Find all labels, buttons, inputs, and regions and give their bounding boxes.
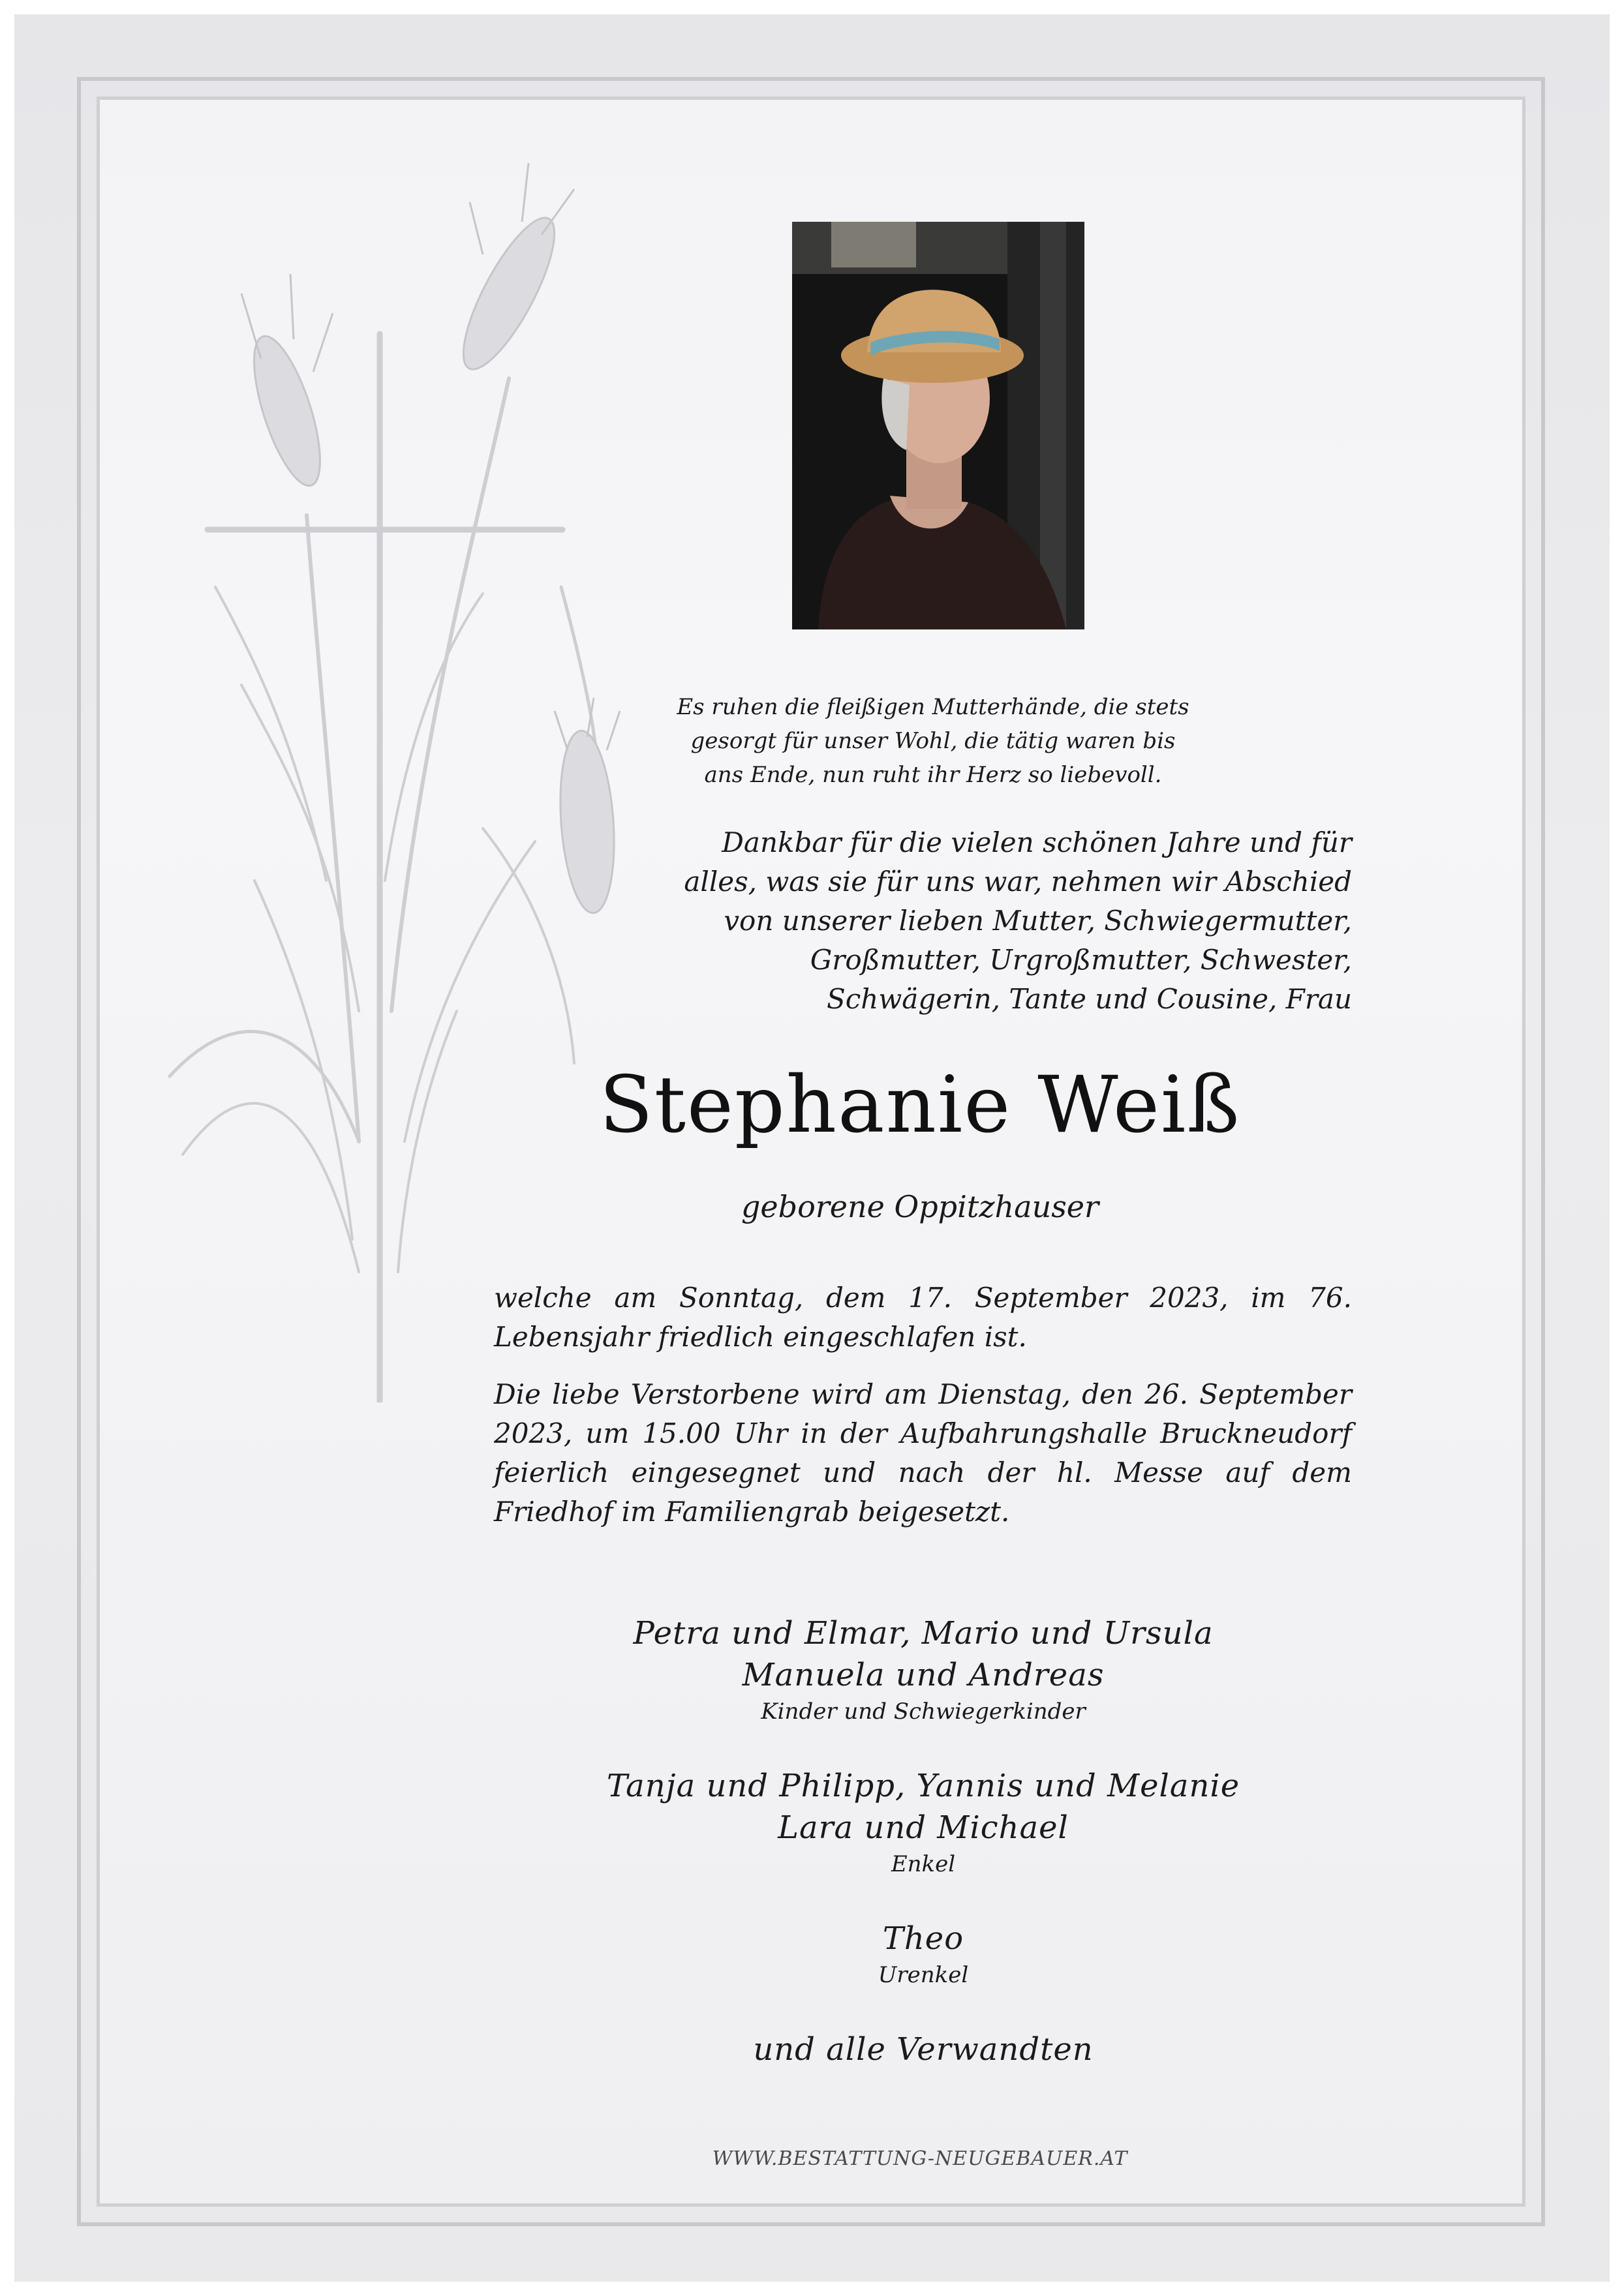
great-grandchildren-role: Urenkel: [878, 1962, 969, 1988]
thanks-line: alles, was sie für uns war, nehmen wir Abschied: [684, 866, 1352, 898]
thanks-line: von unserer lieben Mutter, Schwiegermutter,: [724, 905, 1352, 937]
children-names: Petra und Elmar, Mario und Ursula: [633, 1615, 1214, 1652]
children-names: Manuela und Andreas: [742, 1657, 1105, 1693]
verse-line: ans Ende, nun ruht ihr Herz so liebevoll.: [704, 762, 1162, 788]
great-grandchildren-names: Theo: [882, 1920, 964, 1957]
grandchildren-names: Lara und Michael: [778, 1809, 1069, 1846]
thanks-line: Schwägerin, Tante und Cousine, Frau: [827, 983, 1352, 1015]
verse-line: Es ruhen die fleißigen Mutterhände, die stets: [677, 694, 1189, 720]
maiden-name: geborene Oppitzhauser: [741, 1189, 1099, 1224]
grandchildren-names: Tanja und Philipp, Yannis und Melanie: [606, 1768, 1240, 1804]
thanks-line: Dankbar für die vielen schönen Jahre und für: [722, 826, 1352, 858]
deceased-name: Stephanie Weiß: [599, 1060, 1241, 1151]
mourners-list: [496, 1612, 1351, 2070]
verse-line: gesorgt für unser Wohl, die tätig waren bis: [690, 728, 1176, 754]
relatives-line: und alle Verwandten: [753, 2031, 1094, 2068]
children-role: Kinder und Schwiegerkinder: [761, 1699, 1086, 1725]
funeral-text: Die liebe Verstorbene wird am Dienstag, den 26. September 2023, um 15.00 Uhr in der Aufbahrungshalle Bruckneudorf feierlich eingesegnet und nach der hl. Messe auf dem Friedhof im Familiengrab beigesetzt.: [494, 1378, 1352, 1528]
footer-website: WWW.BESTATTUNG-NEUGEBAUER.AT: [712, 2147, 1128, 2170]
thanks-line: Großmutter, Urgroßmutter, Schwester,: [810, 944, 1352, 976]
portrait-photo: [792, 222, 1084, 629]
thanks-paragraph: [607, 823, 1352, 1019]
death-text: welche am Sonntag, dem 17. September 2023, im 76. Lebensjahr friedlich eingeschlafen ist.: [494, 1282, 1352, 1353]
cross-with-wheat-icon: [144, 163, 639, 1402]
grandchildren-role: Enkel: [891, 1851, 956, 1877]
verse: [626, 690, 1240, 792]
